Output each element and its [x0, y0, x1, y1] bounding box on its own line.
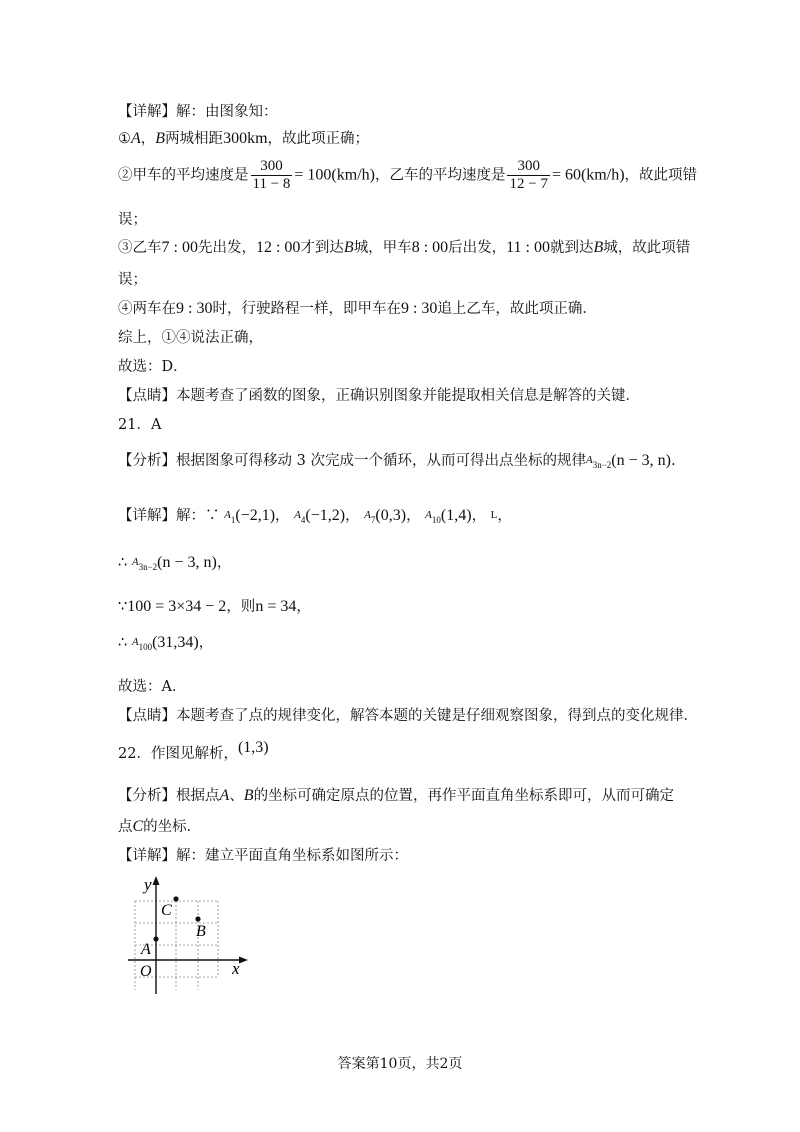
point-c-label: C [161, 902, 172, 919]
label-c: C [132, 818, 144, 835]
point-a-label: A [141, 941, 151, 958]
s20-time-2: 12 : 00 [255, 239, 301, 256]
s21-comment: 【点睛】本题考查了点的规律变化，解答本题的关键是仔细观察图象，得到点的变化规律． [118, 708, 698, 724]
point-b [195, 916, 200, 921]
s21-p1-coord: (−2,1) [235, 507, 276, 524]
s20-time-1: 7 : 00 [161, 239, 198, 256]
s20-item-2-wrap: 误； [118, 212, 147, 228]
s20-time-6: 9 : 30 [400, 300, 438, 317]
label-a: A [425, 509, 432, 521]
s21-p4-coord: (1,4) [440, 507, 472, 524]
s20-choice: 故选：D． [118, 359, 188, 375]
s21-analysis-sub: 3n−2 [592, 460, 612, 470]
s20-item4-c: 追上乙车，故此项正确． [437, 301, 597, 317]
s22-analysis-d: 点 [118, 819, 133, 835]
s20-time-3: 8 : 00 [411, 239, 449, 256]
x-axis-arrow [239, 957, 248, 964]
s21-ellipsis: L [490, 509, 498, 521]
s21-analysis [118, 450, 676, 475]
s21-detail-text: 【详解】解：∵ [118, 508, 220, 524]
s21-p4-sub: 10 [431, 515, 441, 525]
label-a: A [224, 509, 231, 521]
coordinate-figure [128, 872, 258, 998]
s20-item2-text: ②甲车的平均速度是 [118, 167, 249, 184]
origin-label: O [140, 963, 152, 980]
s21-gen-coord: (n − 3, n) [157, 554, 217, 571]
s21-detail: 【详解】解：∵ $A_1(-2,1)$， $A_4(-1,2)$， $A_7(0,3)$， $A_{10}(1,4)$， L， [118, 507, 512, 525]
s20-item4-b: 时，行驶路程一样，即甲车在 [212, 301, 401, 317]
s22-analysis-a: 【分析】根据点 [118, 788, 220, 804]
s21-res-coord: (31,34) [152, 634, 199, 651]
s20-item1-text: 两城相距 [165, 131, 224, 147]
point-c [173, 896, 178, 901]
s21-analysis-coord: (n − 3, n) [611, 452, 671, 469]
s22-analysis-b: 、 [229, 788, 244, 804]
s21-choice: 故选：A． [118, 679, 187, 695]
s22-analysis [118, 786, 674, 806]
s21-analysis-text: 【分析】根据图象可得移动 3 次完成一个循环，从而可得出点坐标的规律 [118, 453, 586, 469]
s20-speed-a: = 100(km/h) [294, 166, 375, 184]
s21-p3-sub: 7 [370, 515, 376, 525]
s20-item3-f: 就到达 [550, 240, 594, 256]
s20-detail-heading: 【详解】解：由图象知： [118, 104, 278, 120]
s20-distance-value: 300km [223, 130, 268, 147]
x-axis-label: x [232, 959, 240, 978]
s22-analysis-e: 的坐标． [143, 819, 202, 835]
s22-number [118, 738, 269, 764]
therefore-symbol: ∴ [118, 635, 128, 651]
s20-fraction-2-num: 300 [507, 158, 549, 176]
s20-item2-end: ，故此项错 [624, 167, 698, 184]
s20-comment: 【点睛】本题考查了函数的图象，正确识别图象并能提取相关信息是解答的关键． [118, 388, 640, 404]
label-a: A [131, 556, 139, 568]
s22-number-text: 22．作图见解析， [118, 746, 238, 762]
s20-item3-e: 后出发， [448, 240, 507, 256]
s22-analysis-wrap [118, 817, 201, 837]
s20-item3-b: 先出发， [197, 240, 256, 256]
label-b: B [155, 130, 166, 147]
s20-summary: 综上，①④说法正确， [118, 330, 263, 346]
because-symbol: ∵ [118, 599, 128, 615]
s20-fraction-2 [507, 158, 549, 193]
s21-p2-sub: 4 [300, 515, 306, 525]
s20-speed-b: = 60(km/h) [551, 166, 625, 184]
s21-res-sub: 100 [138, 642, 153, 652]
label-b: B [243, 787, 254, 804]
s21-equation: ∵100 = 3×34 − 2，则n = 34， [118, 598, 311, 615]
s22-analysis-c: 的坐标可确定原点的位置，再作平面直角坐标系即可，从而可确定 [253, 788, 675, 804]
point-b-label: B [196, 923, 206, 940]
s20-item3-text: ③乙车 [118, 240, 162, 256]
s21-eq: 100 = 3×34 − 2 [127, 598, 227, 615]
s20-item1-end: ，故此项正确； [267, 131, 370, 147]
s20-item3-c: 才到达 [300, 240, 344, 256]
y-axis-label: y [144, 875, 152, 894]
s21-p2-coord: (−1,2) [305, 507, 346, 524]
s21-analysis-end: . [670, 453, 676, 469]
s20-time-5: 9 : 30 [176, 300, 213, 317]
s20-item3-d: 城，甲车 [353, 240, 412, 256]
s21-then: ，则 [226, 599, 256, 615]
s21-number: 21．A [118, 417, 162, 433]
s20-item2-mid: ，乙车的平均速度是 [374, 167, 506, 184]
label-a: A [131, 130, 141, 147]
s21-n-value: n = 34 [255, 598, 297, 615]
s20-item3-g: 城，故此项错 [603, 240, 691, 256]
label-a: A [219, 787, 230, 804]
label-b: B [593, 239, 604, 256]
s20-item-3-wrap: 误； [118, 272, 147, 288]
s21-gen-sub: 3n−2 [138, 562, 158, 572]
label-a: A [131, 636, 139, 648]
s22-detail: 【详解】解：建立平面直角坐标系如图所示： [118, 848, 408, 864]
s21-p3-coord: (0,3) [375, 507, 407, 524]
s20-item1-marker: ① [118, 131, 131, 147]
s20-item-1 [118, 129, 369, 149]
label-a: A [364, 509, 371, 521]
page-footer: 答案第10页，共2页 [337, 1056, 463, 1072]
s22-answer: (1,3) [237, 739, 269, 756]
s20-fraction-1 [251, 158, 293, 193]
s20-fraction-1-den: 11 − 8 [252, 176, 291, 192]
label-a: A [585, 454, 593, 466]
s20-item-4 [118, 299, 597, 319]
s20-fraction-2-den: 12 − 7 [509, 176, 548, 192]
point-a [153, 936, 158, 941]
label-a: A [294, 509, 301, 521]
s20-item-3 [118, 238, 690, 258]
s20-fraction-1-num: 300 [251, 158, 293, 176]
label-b: B [343, 239, 354, 256]
s21-general-term: ∴ $A_{3n-2}(n - 3$, n)， [118, 554, 232, 572]
s21-result: ∴ $A_{100}(31,34)$， [118, 634, 214, 652]
s21-p1-sub: 1 [230, 515, 236, 525]
s20-item4-text: ④两车在 [118, 301, 176, 317]
s20-time-4: 11 : 00 [506, 239, 550, 256]
y-axis-arrow [153, 876, 160, 885]
s20-item-2 [118, 158, 697, 192]
therefore-symbol: ∴ [118, 555, 128, 571]
s20-item1-comma: ， [140, 131, 156, 147]
